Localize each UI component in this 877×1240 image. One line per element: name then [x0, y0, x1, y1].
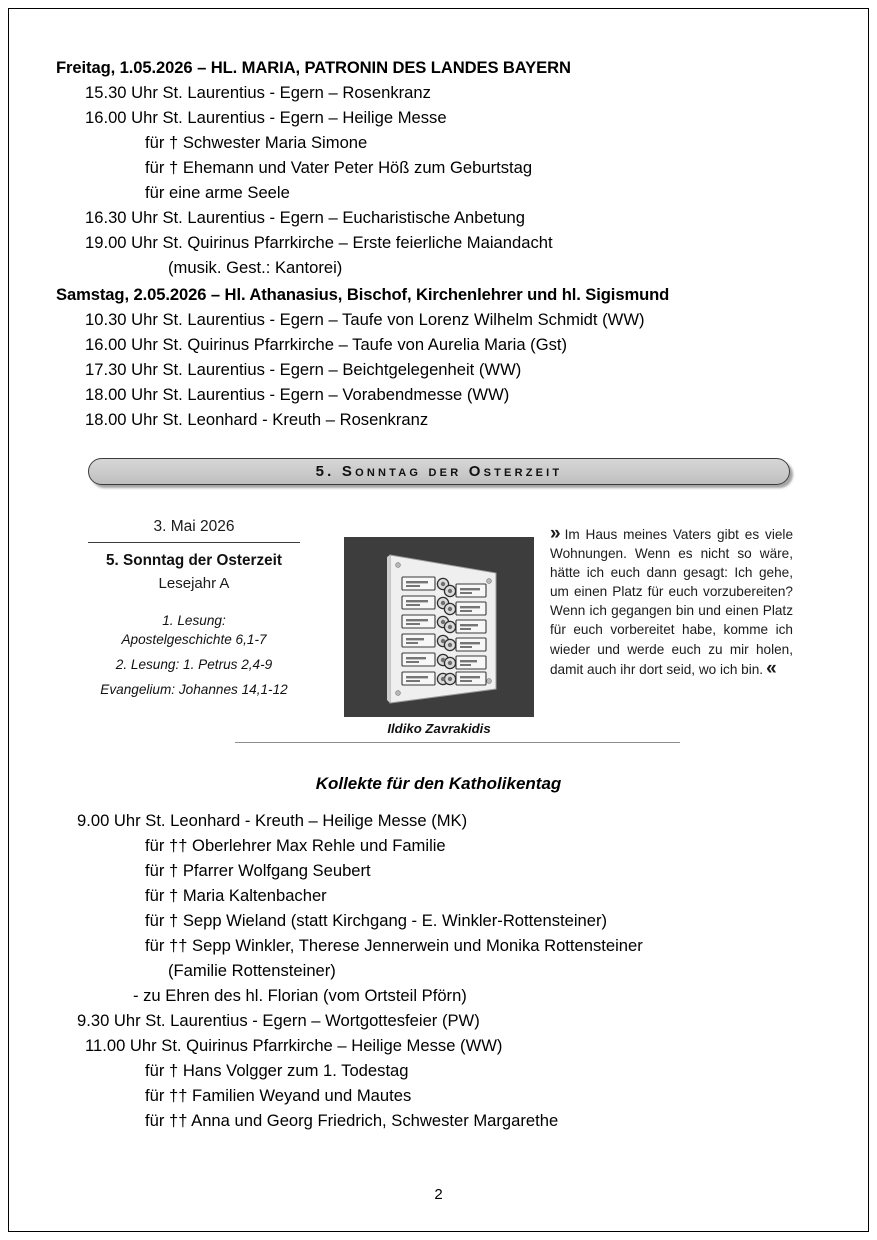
weekday-schedule-section	[20, 55, 857, 432]
service-line: 19.00 Uhr St. Quirinus Pfarrkirche – Erste feierliche Maiandacht	[85, 233, 553, 252]
doorbell-panel-illustration	[344, 537, 534, 717]
day-heading: Samstag, 2.05.2026 – Hl. Athanasius, Bischof, Kirchenlehrer und hl. Sigismund	[56, 285, 670, 304]
liturgy-date: 3. Mai 2026	[153, 518, 235, 535]
service-line: für eine arme Seele	[145, 183, 290, 202]
liturgy-title: 5. Sonntag der Osterzeit	[106, 552, 282, 569]
panel-bottom-divider	[235, 742, 680, 743]
service-line: 10.30 Uhr St. Laurentius - Egern – Taufe von Lorenz Wilhelm Schmidt (WW)	[85, 310, 645, 329]
service-line: für †† Oberlehrer Max Rehle und Familie	[145, 836, 446, 855]
service-line: 18.00 Uhr St. Laurentius - Egern – Vorabendmesse (WW)	[85, 385, 510, 404]
service-line: für † Pfarrer Wolfgang Seubert	[145, 861, 371, 880]
service-line: 17.30 Uhr St. Laurentius - Egern – Beichtgelegenheit (WW)	[85, 360, 522, 379]
service-line: 11.00 Uhr St. Quirinus Pfarrkirche – Heilige Messe (WW)	[85, 1036, 503, 1055]
gospel-quote	[550, 524, 793, 679]
service-line: 9.30 Uhr St. Laurentius - Egern – Wortgottesfeier (PW)	[77, 1011, 480, 1030]
service-line: (Familie Rottensteiner)	[168, 961, 336, 980]
quote-close-mark: «	[766, 657, 776, 679]
sunday-banner-label: 5. Sonntag der Osterzeit	[315, 463, 563, 480]
liturgy-readings-list	[88, 611, 300, 699]
quote-open-mark: »	[550, 523, 560, 544]
liturgy-reading: Evangelium: Johannes 14,1-12	[100, 682, 288, 697]
service-line: 16.30 Uhr St. Laurentius - Egern – Eucharistische Anbetung	[85, 208, 526, 227]
liturgy-panel	[20, 516, 857, 744]
day-heading: Freitag, 1.05.2026 – HL. MARIA, PATRONIN DES LANDES BAYERN	[56, 58, 571, 77]
service-line: für † Sepp Wieland (statt Kirchgang - E. Winkler-Rottensteiner)	[145, 911, 608, 930]
service-line: für † Hans Volgger zum 1. Todestag	[145, 1061, 409, 1080]
service-line: für †† Familien Weyand und Mautes	[145, 1086, 412, 1105]
gospel-quote-text: Im Haus meines Vaters gibt es viele Wohnungen. Wenn es nicht so wäre, hätte ich euch dann gesagt: Ich gehe, um einen Platz für euch vorzubereiten? Wenn ich gegangen bin und einen Platz für euch vorbereitet habe, komme ich wieder und werde euch zu mir holen, damit auch ihr dort seid, wo ich bin.	[550, 527, 793, 677]
sunday-banner	[88, 458, 790, 485]
service-line: für † Ehemann und Vater Peter Höß zum Geburtstag	[145, 158, 533, 177]
liturgy-divider	[88, 542, 300, 543]
liturgy-reading-year: Lesejahr A	[158, 575, 230, 592]
service-line: für † Schwester Maria Simone	[145, 133, 368, 152]
sunday-banner-wrapper	[20, 458, 857, 498]
service-line: 15.30 Uhr St. Laurentius - Egern – Rosenkranz	[85, 83, 431, 102]
service-line: für †† Sepp Winkler, Therese Jennerwein und Monika Rottensteiner	[145, 936, 643, 955]
service-line: - zu Ehren des hl. Florian (vom Ortsteil Pförn)	[133, 986, 467, 1005]
service-line: für † Maria Kaltenbacher	[145, 886, 327, 905]
service-line: (musik. Gest.: Kantorei)	[168, 258, 343, 277]
liturgy-reading: Apostelgeschichte 6,1-7	[121, 632, 267, 647]
service-line: für †† Anna und Georg Friedrich, Schwester Margarethe	[145, 1111, 559, 1130]
service-line: 16.00 Uhr St. Laurentius - Egern – Heilige Messe	[85, 108, 447, 127]
day-block	[20, 55, 857, 280]
page-number: 2	[434, 1186, 443, 1203]
service-line: 18.00 Uhr St. Leonhard - Kreuth – Rosenkranz	[85, 410, 429, 429]
liturgy-reading: 1. Lesung:	[162, 613, 226, 628]
kollekte-heading: Kollekte für den Katholikentag	[315, 774, 562, 793]
service-line: 16.00 Uhr St. Quirinus Pfarrkirche – Taufe von Aurelia Maria (Gst)	[85, 335, 568, 354]
liturgy-info-column	[88, 516, 300, 699]
day-block	[20, 282, 857, 432]
sunday-service-list	[20, 808, 857, 1133]
service-line: 9.00 Uhr St. Leonhard - Kreuth – Heilige Messe (MK)	[77, 811, 468, 830]
liturgy-reading: 2. Lesung: 1. Petrus 2,4-9	[115, 657, 273, 672]
image-caption: Ildiko Zavrakidis	[387, 721, 491, 736]
doorbell-nameplate-panel-image	[344, 537, 534, 717]
